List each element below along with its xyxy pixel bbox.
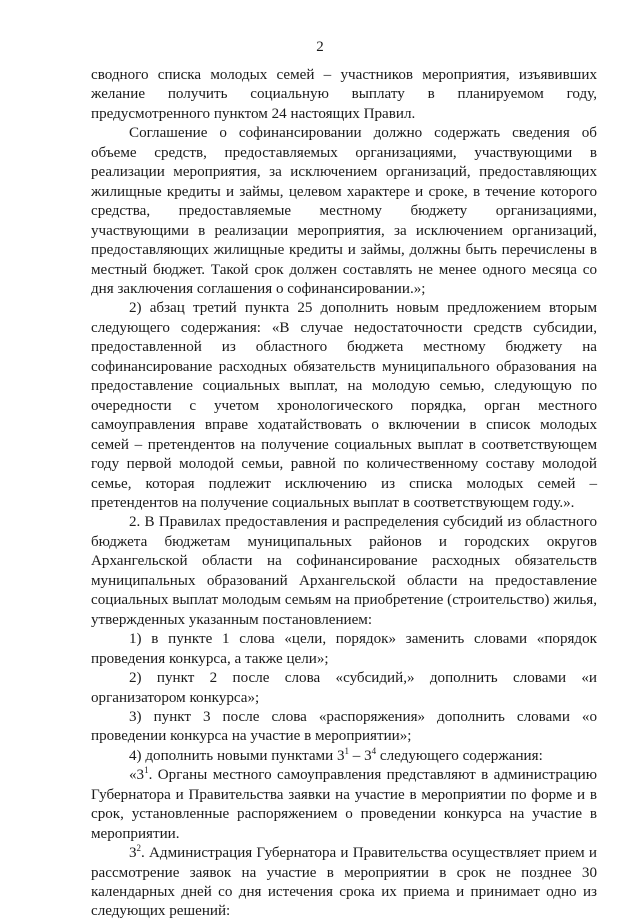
paragraph-item-1: 1) в пункте 1 слова «цели, порядок» заменить словами «порядок проведения конкурса, а также цели»; xyxy=(91,631,597,667)
paragraph-item-3: 3) пункт 3 после слова «распоряжения» дополнить словами «о проведении конкурса на участие в мероприятии»; xyxy=(91,708,597,745)
paragraph-item-2: 2) пункт 2 после слова «субсидий,» дополнить словами «и организатором конкурса»; xyxy=(91,670,597,706)
paragraph-cofinancing-agreement: Соглашение о софинансировании должно содержать сведения об объеме средств, предоставляемых организациями, участвующими в реализации мероприятия, за исключением организаций, предоставляющих жилищные кредиты и займы, целевом характере и сроке, в течение которого средства, предоставляемые местному бюджету организациями, участвующими в реализации мероприятия, за исключением организаций, предоставляющих жилищные кредиты и займы, должны быть перечислены в местный бюджет. Такой срок должен составлять не менее одного месяца со дня заключения соглашения о софинансировании.»; xyxy=(91,125,597,297)
paragraph-point-3-2: $3^2$. Администрация Губернатора и Правительства осуществляет прием и рассмотрение заявок на участие в мероприятии в срок не позднее 30 календарных дней со дня истечения срока их приема и принимает одно из следующих решений: xyxy=(91,843,597,920)
paragraph-amendment-2: 2) абзац третий пункта 25 дополнить новым предложением вторым следующего содержания: «В случае недостаточности средств субсидии, предоставленной из областного бюджета местному бюджету на софинансирование расходных обязательств муниципального образования на предоставление социальных выплат, на молодую семью, следующую по очередности с учетом хронологического порядка, орган местного самоуправления вправе ходатайствовать о включении в список молодых семей – претендентов на получение социальных выплат в соответствующем году первой молодой семьи, равной по количественному составу молодой семье, которая подлежит исключению из списка молодых семей – претендентов на получение социальных выплат в соответствующем году.». xyxy=(91,300,597,511)
paragraph-item-4: 4) дополнить новыми пунктами $3^1 - 3^4$ следующего содержания: xyxy=(129,745,543,764)
page-number: 2 xyxy=(316,39,324,55)
paragraph-section-2: 2. В Правилах предоставления и распределения субсидий из областного бюджета бюджетам муниципальных районов и городских округов Архангельской области на софинансирование расходных обязательств муниципальных образований Архангельской области на предоставление социальных выплат молодым семьям на приобретение (строительство) жилья, утвержденных указанным постановлением: xyxy=(91,514,597,628)
paragraph-point-3-1: «$3^1$. Органы местного самоуправления представляют в администрацию Губернатора и Правительства заявки на участие в мероприятии по форме и в срок, установленные распоряжением о проведении конкурса на участие в мероприятии. xyxy=(91,765,597,842)
document-body xyxy=(91,66,597,922)
paragraph-continuation: сводного списка молодых семей – участников мероприятия, изъявивших желание получить социальную выплату в планируемом году, предусмотренного пунктом 24 настоящих Правил. xyxy=(91,67,597,122)
